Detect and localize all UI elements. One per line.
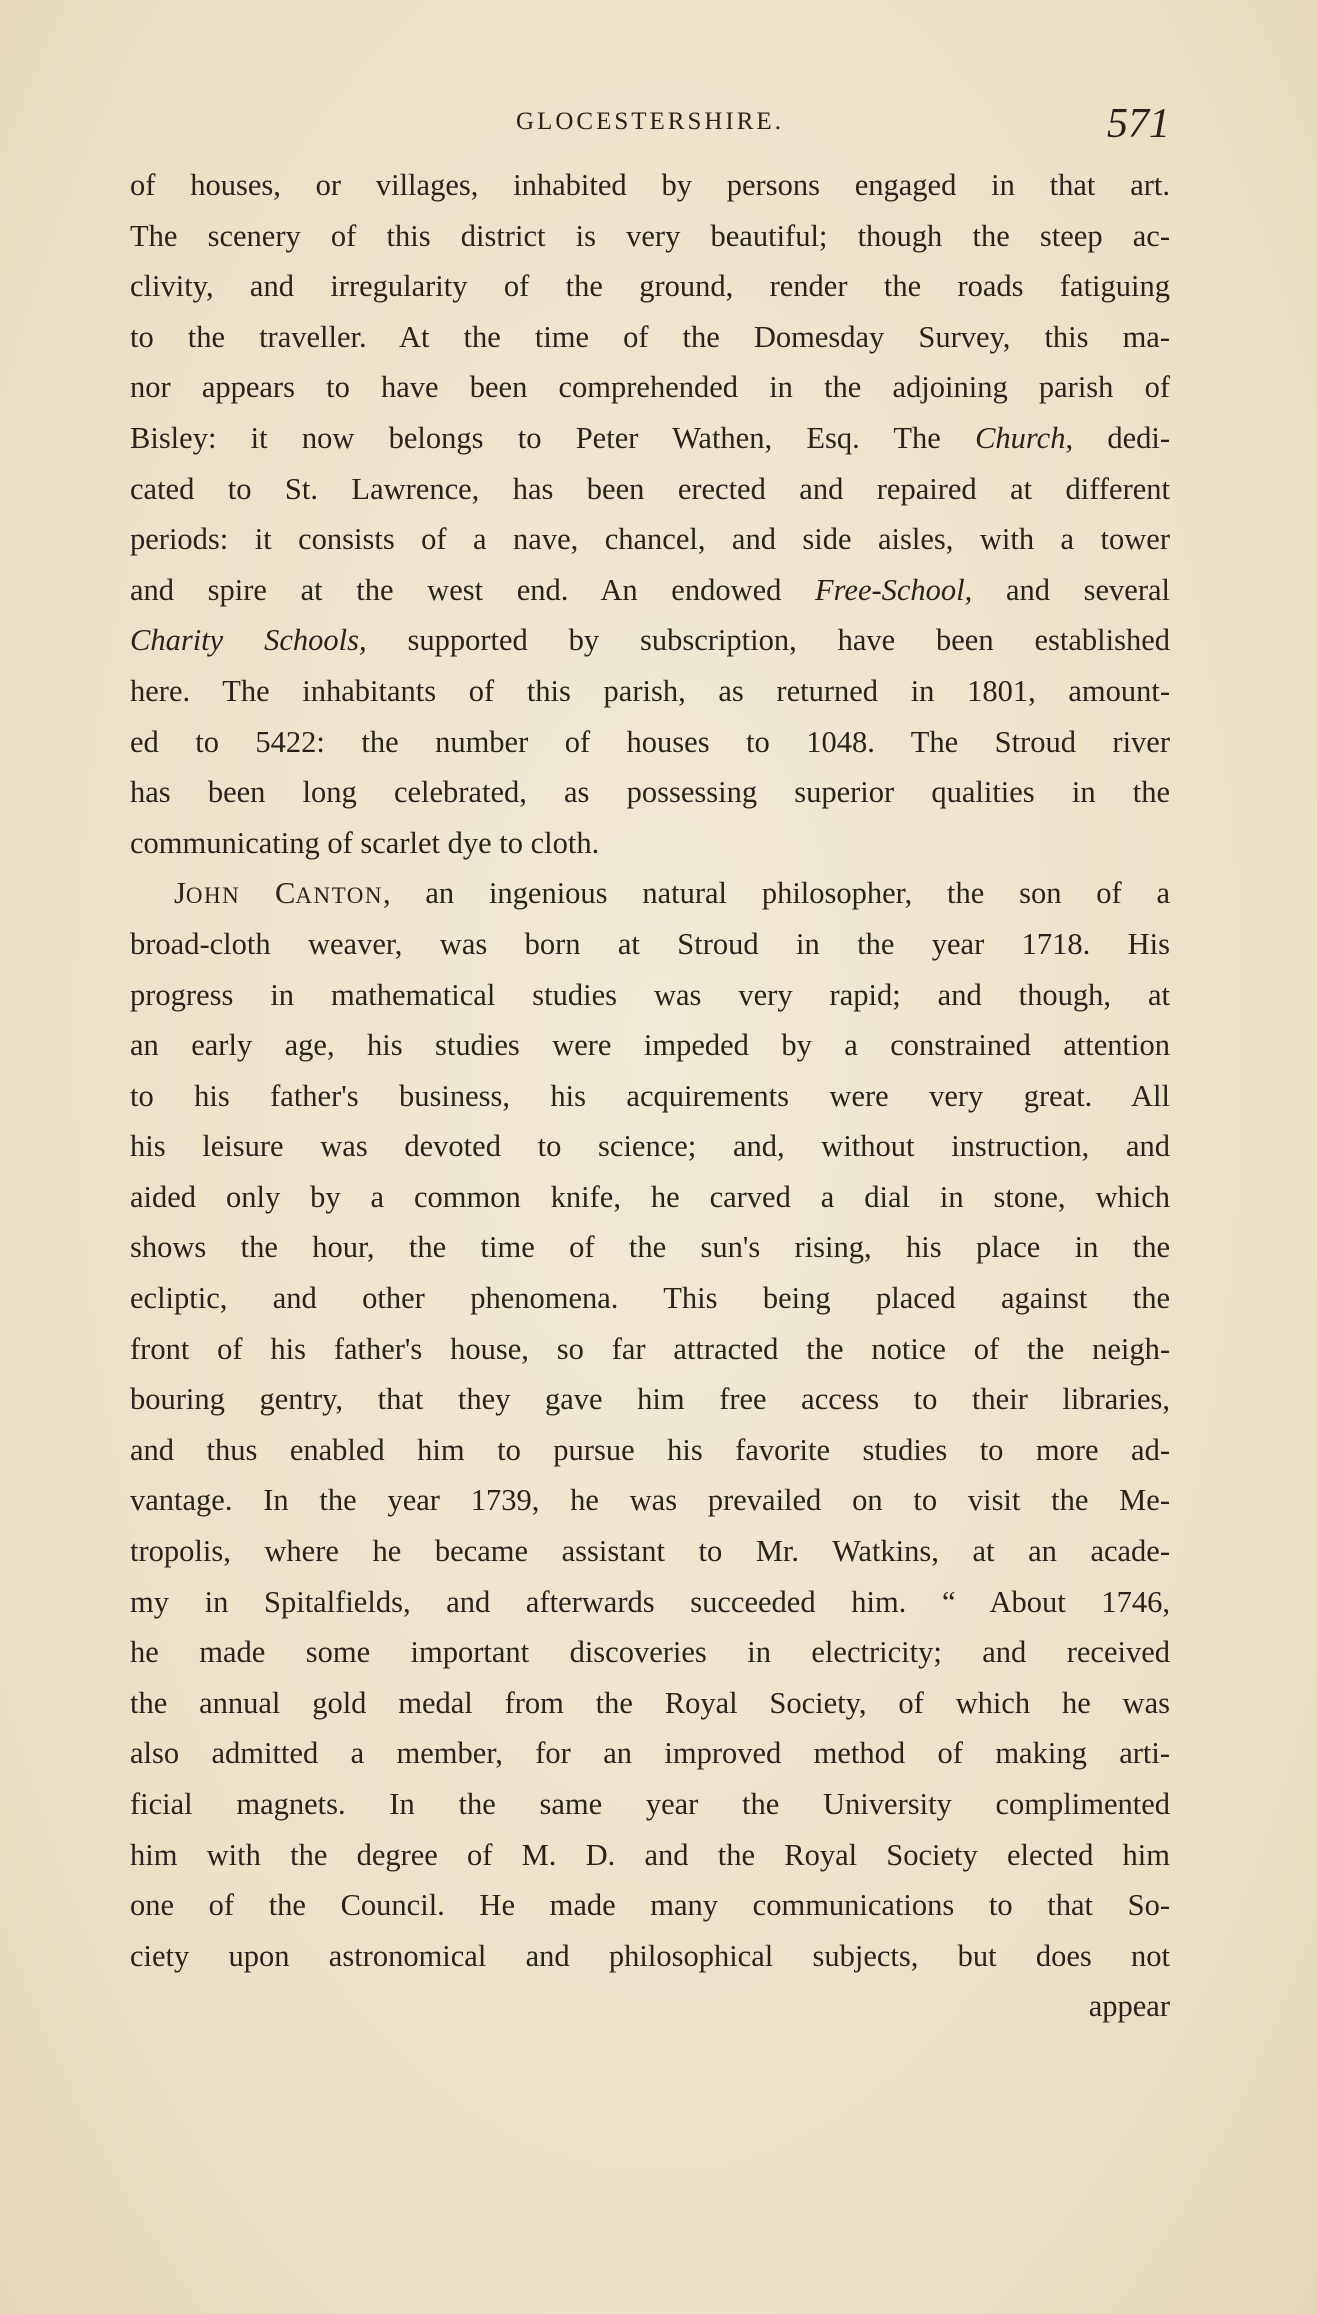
text-line: an early age, his studies were impeded by a constrained attention [130, 1028, 1170, 1063]
text-line [130, 868, 1170, 919]
text-line: front of his father's house, so far attracted the notice of the neigh- [130, 1331, 1170, 1366]
text-line [130, 565, 1170, 616]
text-segment: Bisley: it now belongs to Peter Wathen, Esq. The [130, 420, 941, 455]
catchword: appear [1088, 1989, 1170, 2024]
text-line: ed to 5422: the number of houses to 1048. The Stroud river [130, 724, 1170, 759]
text-line: to his father's business, his acquirements were very great. All [130, 1078, 1170, 1113]
text-line: ecliptic, and other phenomena. This being placed against the [130, 1281, 1170, 1316]
text-line: to the traveller. At the time of the Domesday Survey, this ma- [130, 319, 1170, 354]
text-line: my in Spitalfields, and afterwards succeeded him. “ About 1746, [130, 1584, 1170, 1619]
text-line: tropolis, where he became assistant to Mr. Watkins, at an acade- [130, 1534, 1170, 1569]
text-line: also admitted a member, for an improved method of making arti- [130, 1736, 1170, 1771]
running-head [130, 100, 1170, 147]
text-line: ficial magnets. In the same year the University complimented [130, 1787, 1170, 1821]
small-caps-name: ANTON [295, 883, 383, 909]
small-caps-initial: C [275, 876, 296, 911]
text-segment: , dedi- [1065, 420, 1170, 455]
text-line: broad-cloth weaver, was born at Stroud in the year 1718. His [130, 926, 1170, 961]
text-line: the annual gold medal from the Royal Society, of which he was [130, 1685, 1170, 1720]
text-segment: and several [1005, 572, 1170, 607]
body-text [130, 160, 1170, 2032]
italic-term: Charity Schools, [130, 623, 367, 658]
text-line: he made some important discoveries in electricity; and received [130, 1635, 1170, 1670]
text-line: one of the Council. He made many communications to that So- [130, 1888, 1170, 1923]
text-line: vantage. In the year 1739, he was prevailed on to visit the Me- [130, 1483, 1170, 1518]
text-line: and thus enabled him to pursue his favorite studies to more ad- [130, 1432, 1170, 1467]
text-line [130, 413, 1170, 464]
small-caps-name: OHN [185, 883, 241, 909]
text-line: nor appears to have been comprehended in the adjoining parish of [130, 370, 1170, 405]
page-number: 571 [1107, 101, 1170, 147]
text-line: of houses, or villages, inhabited by persons engaged in that art. [130, 168, 1170, 202]
text-line: The scenery of this district is very beautiful; though the steep ac- [130, 218, 1170, 253]
text-segment: and spire at the west end. An endowed [130, 572, 782, 607]
italic-term: Church [975, 420, 1066, 455]
text-line: periods: it consists of a nave, chancel, and side aisles, with a tower [130, 522, 1170, 557]
text-line: has been long celebrated, as possessing superior qualities in the [130, 775, 1170, 810]
italic-term: Free-School, [815, 572, 973, 607]
text-line: progress in mathematical studies was very rapid; and though, at [130, 977, 1170, 1012]
small-caps-initial: J [174, 876, 186, 911]
text-line: aided only by a common knife, he carved a dial in stone, which [130, 1179, 1170, 1214]
running-title: GLOCESTERSHIRE. [516, 108, 784, 135]
text-line [130, 615, 1170, 666]
text-line: here. The inhabitants of this parish, as returned in 1801, amount- [130, 673, 1170, 708]
text-line: his leisure was devoted to science; and, without instruction, and [130, 1129, 1170, 1164]
text-line: communicating of scarlet dye to cloth. [130, 825, 600, 860]
text-line: him with the degree of M. D. and the Royal Society elected him [130, 1837, 1170, 1872]
text-line: ciety upon astronomical and philosophical subjects, but does not [130, 1938, 1170, 1973]
text-line: bouring gentry, that they gave him free access to their libraries, [130, 1382, 1170, 1417]
text-segment: , an ingenious natural philosopher, the son of a [382, 876, 1170, 911]
text-line: shows the hour, the time of the sun's rising, his place in the [130, 1230, 1170, 1265]
text-line: cated to St. Lawrence, has been erected and repaired at different [130, 471, 1170, 506]
text-segment: supported by subscription, have been established [407, 623, 1170, 658]
text-line: clivity, and irregularity of the ground, render the roads fatiguing [130, 269, 1170, 304]
